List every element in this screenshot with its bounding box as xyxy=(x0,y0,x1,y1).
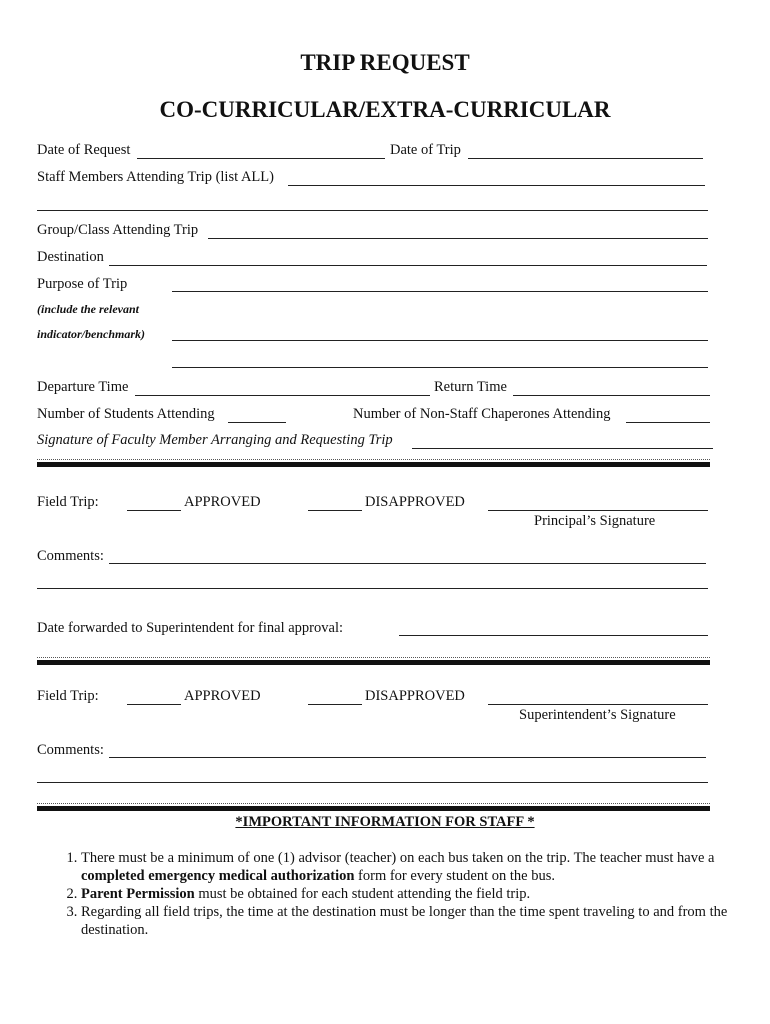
section-divider xyxy=(37,806,710,811)
principal-disapproved-label: DISAPPROVED xyxy=(365,494,465,510)
date-forwarded-label: Date forwarded to Superintendent for final approval: xyxy=(37,620,344,636)
principal-approved-label: APPROVED xyxy=(184,494,261,510)
superintendent-signature-field[interactable] xyxy=(488,689,708,705)
principal-signature-field[interactable] xyxy=(488,495,708,511)
purpose-field-line-2[interactable] xyxy=(172,325,708,341)
group-class-field[interactable] xyxy=(208,223,708,239)
purpose-label: Purpose of Trip xyxy=(37,276,128,292)
principal-signature-label: Principal’s Signature xyxy=(534,513,656,529)
return-time-label: Return Time xyxy=(434,379,507,395)
section-divider xyxy=(37,660,710,665)
principal-field-trip-label: Field Trip: xyxy=(37,494,99,510)
list-item: 3. Regarding all field trips, the time at the destination must be longer than the time spent traveling to and from the destination. xyxy=(81,903,761,939)
date-of-trip-field[interactable] xyxy=(468,143,703,159)
superintendent-comments-field-line-2[interactable] xyxy=(37,767,708,783)
num-students-label: Number of Students Attending xyxy=(37,406,215,422)
faculty-signature-label: Signature of Faculty Member Arranging and Requesting Trip xyxy=(37,432,393,448)
superintendent-disapproved-label: DISAPPROVED xyxy=(365,688,465,704)
superintendent-approved-field[interactable] xyxy=(127,689,181,705)
staff-members-label: Staff Members Attending Trip (list ALL) xyxy=(37,169,274,185)
superintendent-comments-field[interactable] xyxy=(109,742,706,758)
principal-disapproved-field[interactable] xyxy=(308,495,362,511)
principal-approved-field[interactable] xyxy=(127,495,181,511)
superintendent-disapproved-field[interactable] xyxy=(308,689,362,705)
num-chaperones-label: Number of Non-Staff Chaperones Attending xyxy=(353,406,611,422)
return-time-field[interactable] xyxy=(513,380,710,396)
superintendent-field-trip-label: Field Trip: xyxy=(37,688,99,704)
list-item: 2. Parent Permission must be obtained for each student attending the field trip. xyxy=(81,885,761,903)
important-info-heading: *IMPORTANT INFORMATION FOR STAFF * xyxy=(235,814,535,830)
staff-members-field-line-2[interactable] xyxy=(37,195,708,211)
section-divider xyxy=(37,462,710,467)
purpose-field[interactable] xyxy=(172,276,708,292)
purpose-note-line-1: (include the relevant xyxy=(37,302,139,316)
purpose-field-line-3[interactable] xyxy=(172,352,708,368)
superintendent-comments-label: Comments: xyxy=(37,742,104,758)
num-students-field[interactable] xyxy=(228,407,286,423)
list-item: 1. There must be a minimum of one (1) advisor (teacher) on each bus taken on the trip. The teacher must have a completed emergency medical authorization form for every student on the bus. xyxy=(81,849,761,885)
principal-comments-label: Comments: xyxy=(37,548,104,564)
important-info-list xyxy=(37,849,761,939)
date-forwarded-field[interactable] xyxy=(399,620,708,636)
purpose-note-line-2: indicator/benchmark) xyxy=(37,327,146,341)
date-of-request-label: Date of Request xyxy=(37,142,131,158)
group-class-label: Group/Class Attending Trip xyxy=(37,222,199,238)
staff-members-field[interactable] xyxy=(288,170,705,186)
num-chaperones-field[interactable] xyxy=(626,407,710,423)
principal-comments-field[interactable] xyxy=(109,548,706,564)
faculty-signature-field[interactable] xyxy=(412,433,713,449)
date-of-trip-label: Date of Trip xyxy=(390,142,461,158)
date-of-request-field[interactable] xyxy=(137,143,385,159)
departure-time-label: Departure Time xyxy=(37,379,129,395)
superintendent-approved-label: APPROVED xyxy=(184,688,261,704)
page-title: TRIP REQUEST xyxy=(300,50,470,75)
departure-time-field[interactable] xyxy=(135,380,430,396)
destination-label: Destination xyxy=(37,249,104,265)
destination-field[interactable] xyxy=(109,250,707,266)
page-subtitle: CO-CURRICULAR/EXTRA-CURRICULAR xyxy=(159,97,611,122)
principal-comments-field-line-2[interactable] xyxy=(37,573,708,589)
superintendent-signature-label: Superintendent’s Signature xyxy=(519,707,676,723)
